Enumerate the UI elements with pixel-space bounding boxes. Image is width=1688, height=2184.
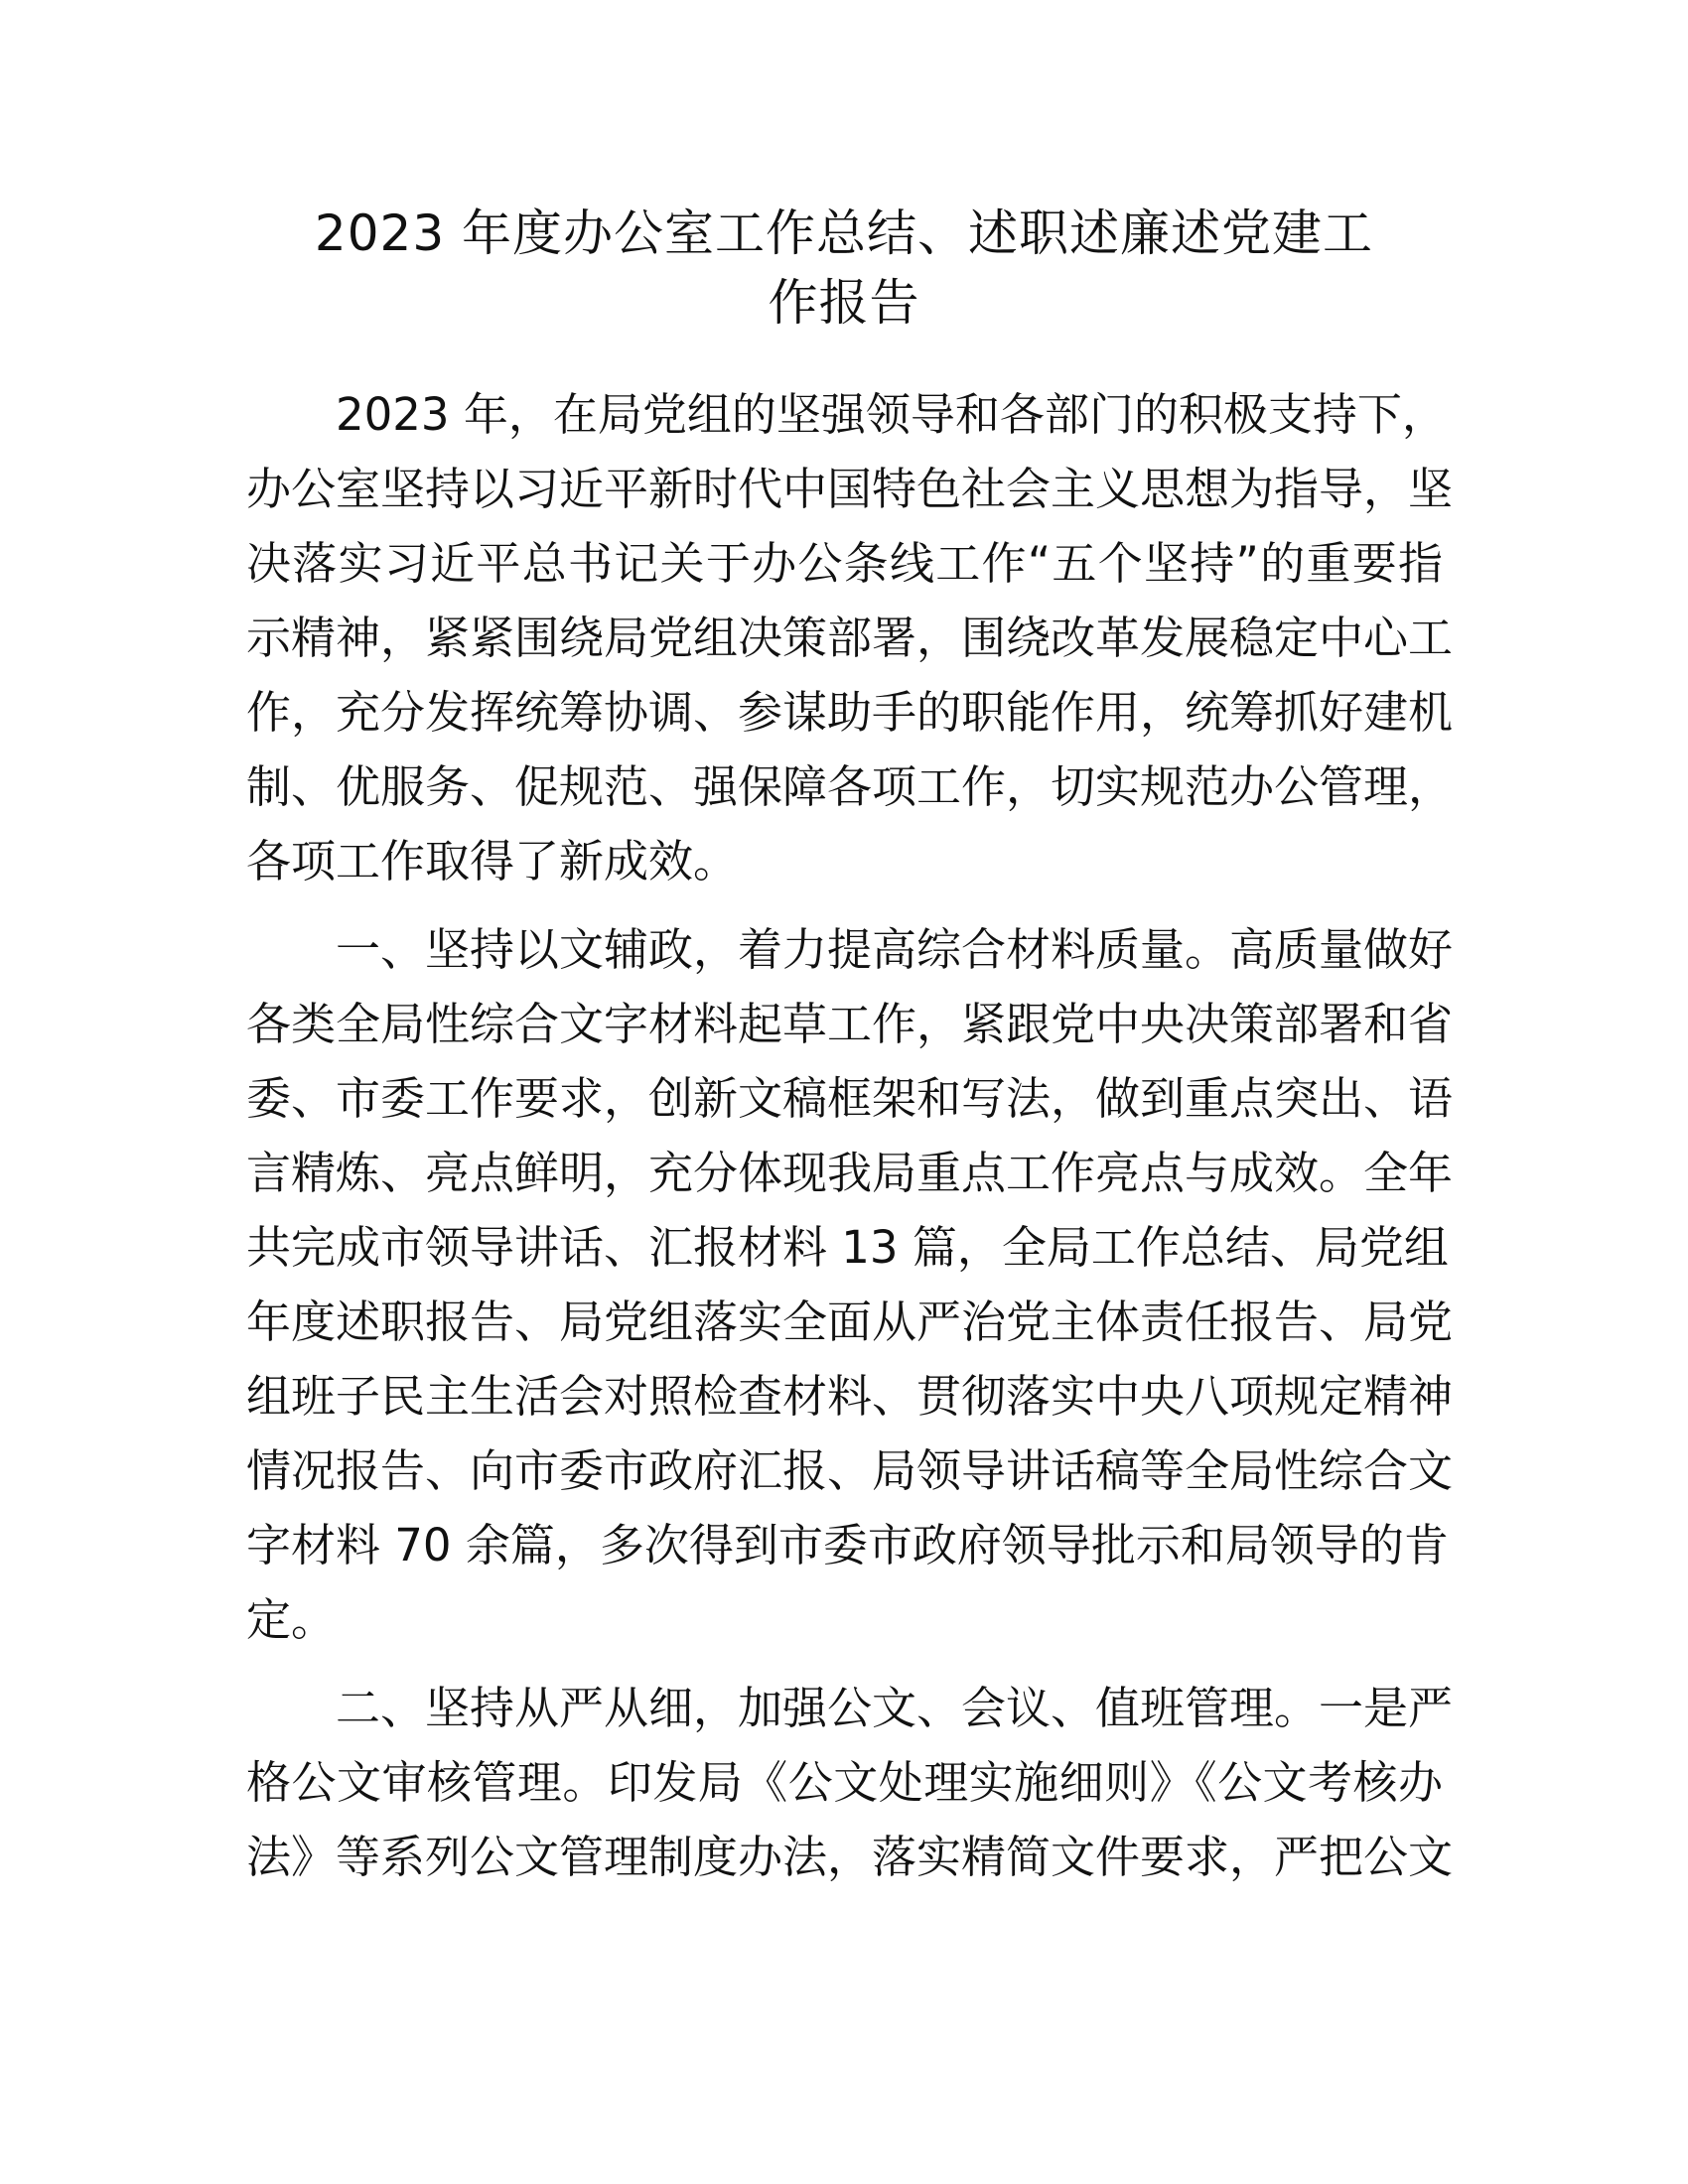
title-line: 2023 年度办公室工作总结、述职述廉述党建工 <box>314 205 1374 262</box>
paragraph-section-two <box>246 1671 1454 1894</box>
text-line: 示精神，紧紧围绕局党组决策部署，围绕改革发展稳定中心工 <box>246 612 1454 664</box>
text-line: 2023 年，在局党组的坚强领导和各部门的积极支持下， <box>336 388 1447 441</box>
text-line: 共完成市领导讲话、汇报材料 13 篇，全局工作总结、局党组 <box>246 1221 1449 1274</box>
text-line: 二、坚持从严从细，加强公文、会议、值班管理。一是严 <box>336 1682 1454 1734</box>
text-line: 组班子民主生活会对照检查材料、贯彻落实中央八项规定精神 <box>246 1370 1454 1423</box>
text-line: 字材料 70 余篇，多次得到市委市政府领导批示和局领导的肯 <box>246 1519 1449 1571</box>
text-line: 制、优服务、促规范、强保障各项工作，切实规范办公管理， <box>246 760 1454 813</box>
document-title <box>238 199 1450 338</box>
document-body <box>246 377 1454 1908</box>
paragraph-section-one <box>246 912 1454 1657</box>
text-line: 法》等系列公文管理制度办法，落实精简文件要求，严把公文 <box>246 1831 1454 1883</box>
text-line: 定。 <box>246 1593 337 1646</box>
text-line: 各类全局性综合文字材料起草工作，紧跟党中央决策部署和省 <box>246 998 1454 1050</box>
text-line: 作，充分发挥统筹协调、参谋助手的职能作用，统筹抓好建机 <box>246 686 1454 739</box>
text-line: 各项工作取得了新成效。 <box>246 835 739 887</box>
text-line: 决落实习近平总书记关于办公条线工作“五个坚持”的重要指 <box>246 537 1443 590</box>
text-line: 委、市委工作要求，创新文稿框架和写法，做到重点突出、语 <box>246 1072 1454 1125</box>
text-line: 格公文审核管理。印发局《公文处理实施细则》《公文考核办 <box>246 1756 1443 1809</box>
text-line: 情况报告、向市委市政府汇报、局领导讲话稿等全局性综合文 <box>246 1444 1454 1497</box>
text-line: 一、坚持以文辅政，着力提高综合材料质量。高质量做好 <box>336 923 1454 976</box>
text-line: 办公室坚持以习近平新时代中国特色社会主义思想为指导，坚 <box>246 463 1454 515</box>
title-line: 作报告 <box>768 274 920 332</box>
paragraph-intro <box>246 377 1454 898</box>
text-line: 言精炼、亮点鲜明，充分体现我局重点工作亮点与成效。全年 <box>246 1147 1454 1199</box>
text-line: 年度述职报告、局党组落实全面从严治党主体责任报告、局党 <box>246 1296 1454 1348</box>
